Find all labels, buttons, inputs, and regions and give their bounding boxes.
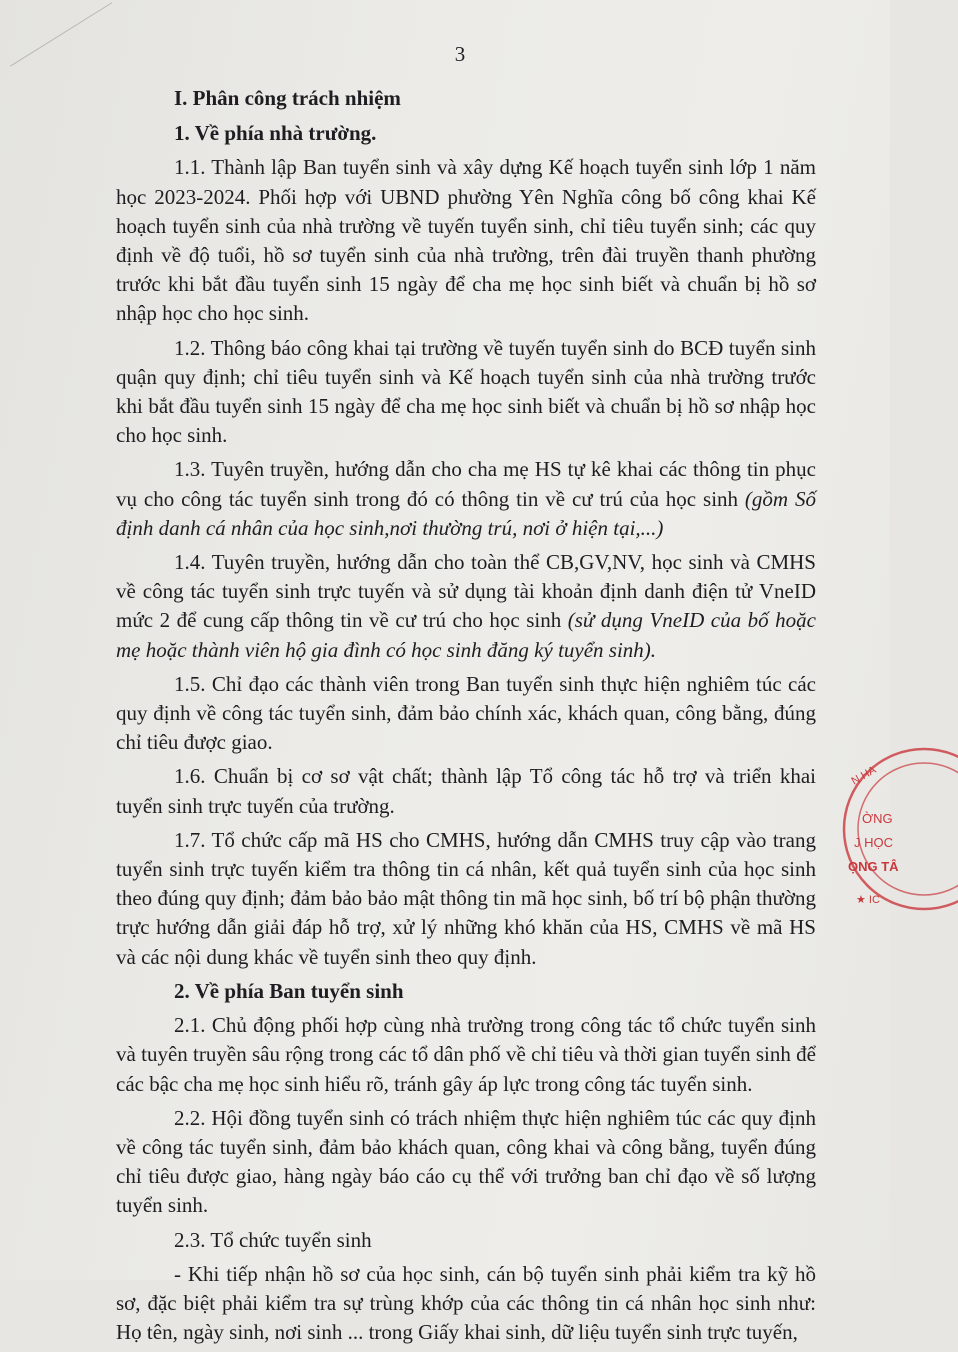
paragraph-1-5: 1.5. Chỉ đạo các thành viên trong Ban tuyển sinh thực hiện nghiêm túc các quy định về công tác tuyển sinh, đảm bảo chính xác, khách quan, công bằng, đúng chỉ tiêu được giao.: [116, 671, 816, 755]
paragraph-1-4-text: 1.4. Tuyên truyền, hướng dẫn cho toàn thể CB,GV,NV, học sinh và CMHS về công tác tuyển sinh trực tuyến và sử dụng tài khoản định danh điện tử VneID mức 2 để cung cấp thông tin về cư trú cho học sinh: [116, 550, 816, 633]
paragraph-1-4-note: (sử dụng VneID của bố hoặc mẹ hoặc thành viên hộ gia đình có học sinh đăng ký tuyển sinh).: [116, 608, 816, 662]
paragraph-2-3-bullet: - Khi tiếp nhận hồ sơ của học sinh, cán bộ tuyển sinh phải kiểm tra kỹ hồ sơ, đặc biệt phải kiểm tra sự trùng khớp của các thông tin cá nhân học sinh như: Họ tên, ngày sinh, nơi sinh ... trong Giấy khai sinh, dữ liệu tuyển sinh trực tuyến,: [116, 1261, 816, 1345]
svg-text:J HỌC: J HỌC: [854, 835, 893, 850]
red-seal-stamp: [838, 755, 958, 905]
section-heading-1: I. Phân công trách nhiệm: [174, 86, 401, 110]
svg-text:N HA: N HA: [849, 764, 879, 788]
page-number: 3: [454, 42, 466, 66]
paragraph-1-1: 1.1. Thành lập Ban tuyển sinh và xây dựng Kế hoạch tuyển sinh lớp 1 năm học 2023-2024. Phối hợp với UBND phường Yên Nghĩa công bố công khai Kế hoạch tuyển sinh của nhà trường về tuyến tuyển sinh, chỉ tiêu tuyển sinh; các quy định về độ tuổi, hồ sơ tuyển sinh của nhà trường, trên đài truyền thanh phường trước khi bắt đầu tuyển sinh 15 ngày để cha mẹ học sinh biết và chuẩn bị hồ sơ nhập học cho học sinh.: [116, 155, 816, 326]
paragraph-1-4: [116, 548, 816, 665]
subsection-heading-school: 1. Về phía nhà trường.: [174, 121, 377, 146]
paragraph-1-7: 1.7. Tổ chức cấp mã HS cho CMHS, hướng dẫn CMHS truy cập vào trang tuyển sinh trực tuyến kiểm tra thông tin cá nhân, kết quả tuyển sinh của học sinh theo đúng quy định; đảm bảo bảo mật thông tin mã học sinh, bố trí bộ phận thường trực hướng dẫn giải đáp hỗ trợ, xử lý những khó khăn của HS, CMHS về mã HS và các nội dung khác về tuyển sinh theo quy định.: [116, 827, 816, 969]
paragraph-2-3: 2.3. Tổ chức tuyển sinh: [174, 1227, 372, 1252]
paragraph-2-2: 2.2. Hội đồng tuyển sinh có trách nhiệm thực hiện nghiêm túc các quy định về công tác tuyển sinh, đảm bảo khách quan, công khai và công bằng, tuyển đúng chỉ tiêu được giao, hàng ngày báo cáo cụ thể với trưởng ban chỉ đạo về số lượng tuyển sinh.: [116, 1105, 816, 1218]
paragraph-1-6: 1.6. Chuẩn bị cơ sơ vật chất; thành lập Tổ công tác hỗ trợ và triển khai tuyển sinh trực tuyến của trường.: [116, 764, 816, 818]
paragraph-1-2: 1.2. Thông báo công khai tại trường về tuyến tuyển sinh do BCĐ tuyển sinh quận quy định; chỉ tiêu tuyển sinh và Kế hoạch tuyển sinh của nhà trường trước khi bắt đầu tuyển sinh 15 ngày để cha mẹ học sinh biết và chuẩn bị hồ sơ nhập học cho học sinh.: [116, 335, 816, 448]
svg-text:ỜNG: ỜNG: [862, 811, 893, 826]
subsection-heading-admissions-board: 2. Về phía Ban tuyển sinh: [174, 978, 404, 1003]
paragraph-1-3-note: (gồm Số định danh cá nhân của học sinh,nơi thường trú, nơi ở hiện tại,...): [116, 486, 816, 540]
paragraph-2-1: 2.1. Chủ động phối hợp cùng nhà trường trong công tác tổ chức tuyển sinh và tuyên truyền sâu rộng trong các tổ dân phố về chỉ tiêu và thời gian tuyển sinh để các bậc cha mẹ học sinh hiểu rõ, tránh gây áp lực trong công tác tuyển sinh.: [116, 1013, 816, 1096]
document-body: [116, 84, 816, 1352]
svg-text:★ IC: ★ IC: [856, 894, 880, 906]
svg-text:ỌNG TÂ: ỌNG TÂ: [848, 859, 899, 874]
paragraph-1-3-text: 1.3. Tuyên truyền, hướng dẫn cho cha mẹ HS tự kê khai các thông tin phục vụ cho công tác tuyển sinh trong đó có thông tin về cư trú của học sinh: [116, 457, 816, 511]
paragraph-1-3: [116, 455, 816, 543]
